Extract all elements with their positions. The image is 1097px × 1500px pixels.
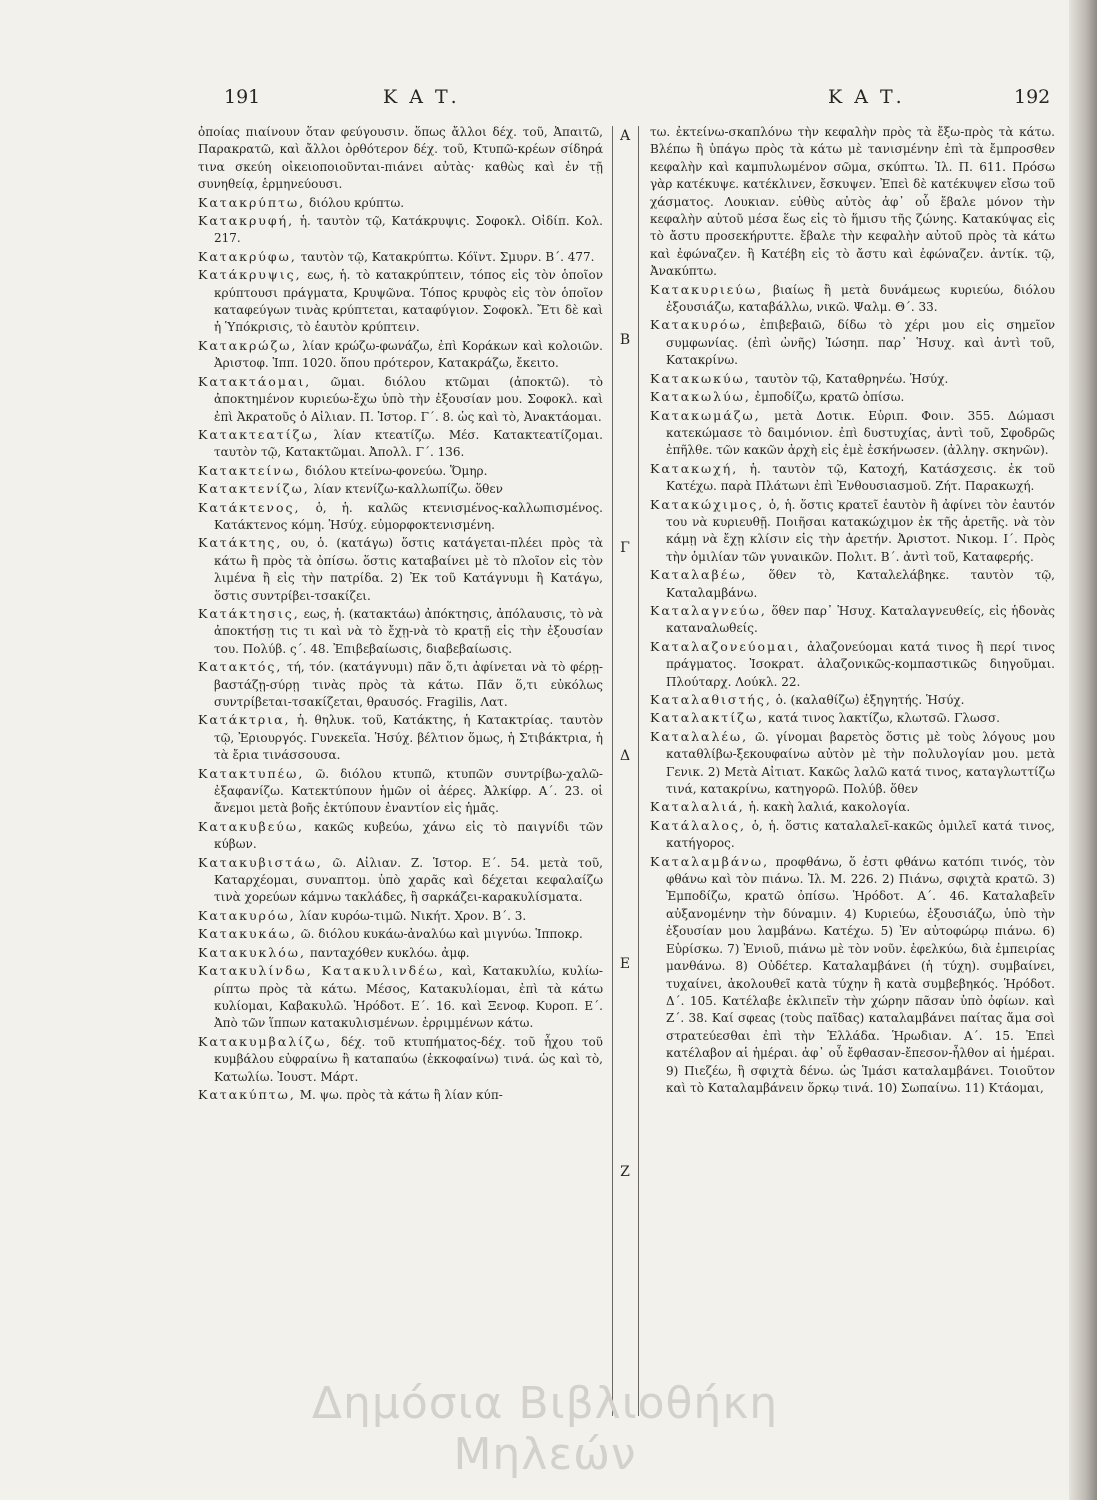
dictionary-entry [198, 605, 603, 658]
entry-headword: Κατακυρόω, [198, 907, 296, 923]
dictionary-entry [198, 462, 603, 480]
entry-definition: ὀποίας πιαίνουν ὅταν φεύγουσιν. ὅπως ἄλλοι δέχ. τοῦ, Ἀπαιτῶ, Παρακρατῶ, καὶ ἄλλοι ὀρθότερον δέχ. τοῦ, Κτυπῶ-κρέων σίδηρά τινα σκεύη οἰκειοποιοῦνται-πιάνει αὐτὰς· καθὼς καὶ ἐν τῇ συνηθείᾳ, ἑρμηνεύουσι. [198, 125, 603, 192]
entry-definition: ὁ, ἡ. ὅστις κρατεῖ ἑαυτὸν ἢ ἀφίνει τὸν ἑαυτόν του νὰ κυριευθῇ. Ποιῆσαι κατακώχιμον ἐκ τῆς ἀρετῆς. νὰ τὸν κάμῃ νὰ ἔχῃ κλίσιν εἰς τὴν ἀρετήν. Ἀριστοτ. Νικομ. Ι΄. Πρὸς τὴν ὁμιλίαν τῶν γυναικῶν. Πολιτ. Β΄. ἀντὶ τοῦ, Καταφερής. [666, 497, 1055, 564]
entry-definition: λίαν κτεατίζω. Μέσ. Κατακτεατίζομαι. ταυτὸν τῷ, Κατακτῶμαι. Ἀπολλ. Γ΄. 136. [214, 427, 603, 460]
entry-definition: τή, τόν. (κατάγνυμι) πᾶν ὅ,τι ἀφίνεται νὰ τὸ φέρῃ-βαστάζῃ-σύρῃ τινὰς πρὸς τὰ κάτω. Πᾶν ὅ,τι εὐκόλως συντρίβεται-τσακίζεται, θραυσός. Fragilis, Λατ. [214, 660, 603, 709]
entry-headword: Καταλακτίζω, [650, 710, 765, 726]
entry-definition: ὁ, ἡ. καλῶς κτενισμένος-καλλωπισμένος. Κατάκτενος κόμη. Ἡσύχ. εὐμορφοκτενισμένη. [214, 500, 603, 532]
left-running-head: Κ Α Τ. [383, 86, 460, 108]
dictionary-entry [650, 281, 1055, 317]
dictionary-entry [198, 818, 603, 854]
dictionary-entry [198, 711, 603, 764]
dictionary-entry [650, 566, 1055, 602]
right-column [650, 124, 1055, 1394]
entry-headword: Κατακωμάζω, [650, 407, 761, 423]
entry-headword: Κατάλαλος, [650, 817, 746, 833]
entry-headword: Κατακρώζω, [198, 337, 298, 353]
dictionary-entry [198, 854, 603, 907]
dictionary-entry [198, 765, 603, 818]
entry-definition: κατά τινος λακτίζω, κλωτσῶ. Γλωσσ. [767, 711, 1000, 726]
dictionary-entry [198, 1086, 603, 1104]
entry-headword: Καταλαμβάνω, [650, 853, 770, 869]
entry-headword: Κατακρυφή, [198, 213, 295, 229]
entry-definition: προφθάνω, ὅ ἐστι φθάνω κατόπι τινός, τὸν φθάνω καὶ τὸν πιάνω. Ἰλ. Μ. 226. 2) Πιάνω, σφιχτὰ κρατῶ. 3) Ἐμποδίζω, κρατῶ ὀπίσω. Ἡρόδοτ. Α΄. 46. Καταλαβεῖν αὐξανομένην τὴν δύναμιν. 4) Κυριεύω, ἐξουσιάζω, ὑπὸ τὴν ἐξουσίαν μου λαμβάνω. Κατέχω. 5) Ἐν αὐτοφώρῳ πιάνω. 6) Εὑρίσκω. 7) Ἐνιοῦ, πιάνω μὲ τὸν νοῦν. ἐφελκύω, διὰ ἐμπειρίας μανθάνω. 8) Οὐδέτερ. Καταλαμβάνει (ἡ τύχη). συμβαίνει, τυχαίνει, ἀκολουθεῖ κατὰ τύχην ἢ κατὰ συμβεβηκός. Ἡρόδοτ. Δ΄. 105. Κατέλαβε ἐκλιπεῖν τὴν χώρην πᾶσαν ὑπὸ ὀφίων. καὶ Ζ΄. 38. Καί σφεας (τοὺς παῖδας) καταλαμβάνει παίτας ἅμα σοὶ στρατεύεσθαι ἐπὶ τὴν Ἑλλάδα. Ἡρωδιαν. Α΄. 15. Ἐπεὶ κατέλαβον αἱ ἡμέραι. ἀφ᾽ οὗ ἔφθασαν-ἔπεσον-ἦλθον αἱ ἡμέραι. 9) Πιεζέω, ἢ σφιχτὰ δένω. ὡς Ἱμάσι καταλαμβάνει. Τοιοῦτον καὶ τὸ Καταλαμβάνειν ὅρκῳ τινά. 10) Σωπαίνω. 11) Κτάομαι, [666, 854, 1055, 1095]
entry-headword: Κατακωχή, [650, 460, 739, 476]
dictionary-entry [198, 266, 603, 337]
dictionary-entry [198, 337, 603, 373]
entry-definition: πανταχόθεν κυκλόω. ἀμφ. [309, 945, 470, 960]
dictionary-entry [650, 388, 1055, 406]
dictionary-entry [650, 638, 1055, 691]
dictionary-entry [650, 602, 1055, 638]
entry-headword: Κατακωκύω, [650, 370, 751, 386]
library-watermark: Δημόσια Βιβλιοθήκη Μηλεών [311, 1378, 779, 1480]
entry-headword: Κατάκτης, [198, 535, 283, 551]
entry-headword: Κατακτεατίζω, [198, 426, 320, 442]
entry-headword: Καταλαθιστής, [650, 692, 772, 707]
entry-headword: Κατακυβιστάω, [198, 854, 323, 870]
entry-definition: λίαν κρώζω-φωνάζω, ἐπὶ Κοράκων καὶ κολοιῶν. Ἀριστοφ. Ἱππ. 1020. ὅπου πρότερον, Κατακράζω, ἔκειτο. [214, 338, 603, 371]
entry-definition: ου, ὁ. (κατάγω) ὅστις κατάγεται-πλέει πρὸς τὰ κάτω ἢ πρὸς τὰ ὀπίσω. ὅστις καταβαίνει μὲ τὸ πλοῖον εἰς τὸν λιμένα ἢ εἰς τὴν πατρίδα. 2) Ἐκ τοῦ Κατάγνυμι ἢ Κατάγω, ὅστις συντρίβει-τσακίζει. [214, 536, 603, 603]
entry-definition: ἡ. κακὴ λαλιά, κακολογία. [748, 800, 911, 815]
dictionary-entry [650, 496, 1055, 567]
entry-definition: ἡ. θηλυκ. τοῦ, Κατάκτης, ἡ Κατακτρίας. ταυτὸν τῷ, Ἐριουργός. Γυνεκεῖα. Ἡσύχ. βέλτιον ὅμως, ἡ Στιβάκτρια, ἡ τὰ ἔρια τινάσσουσα. [214, 713, 603, 763]
entry-headword: Κατακτείνω, [198, 462, 302, 478]
book-binding-shadow [1069, 0, 1097, 1500]
entry-definition: ὅθεν παρ᾽ Ἡσυχ. Καταλαγνευθείς, εἰς ἡδονὰς καταναλωθείς. [666, 603, 1055, 636]
dictionary-entry [198, 194, 603, 212]
entry-definition: καὶ, Κατακυλίω, κυλίω-ρίπτω πρὸς τὰ κάτω. Μέσος, Κατακυλίομαι, ἐπὶ τὰ κάτω κυλίομαι, Καβακυλῶ. Ἡρόδοτ. Ε΄. 16. καὶ Ξενοφ. Κυροπ. Ε΄. Ἀπὸ τῶν ἵππων κατακυλισμένων. ἐρριμμένων κάτω. [214, 964, 603, 1031]
entry-definition: ταυτὸν τῷ, Καταθρηνέω. Ἡσύχ. [754, 371, 949, 386]
entry-headword: Κατακυλίνδω, Κατακυλινδέω, [198, 963, 445, 979]
entry-definition: διόλου κτείνω-φονεύω. Ὅμηρ. [304, 463, 488, 478]
right-page-number: 192 [1014, 86, 1051, 108]
entry-definition: εως, ἡ. τὸ κατακρύπτειν, τόπος εἰς τὸν ὁποῖον κρύπτουσι πράγματα, Κρυψῶνα. Τόπος κρυφὸς εἰς τὸν ὁποῖον καταφεύγων τινὰς κρύπτεται, καταφύγιον. Σοφοκλ. Ἔτι δὲ καὶ ἡ Ὑπόκρισις, τὸ ἑαυτὸν κρύπτειν. [214, 268, 603, 335]
dictionary-entry [650, 460, 1055, 496]
dictionary-entry [198, 426, 603, 462]
entry-definition: ῶ. διόλου κτυπῶ, κτυπῶν συντρίβω-χαλῶ-ἐξαφανίζω. Κατεκτύπουν ἡμῶν οἱ ἀέρες. Ἀλκίφρ. Α΄. 23. οἱ ἄνεμοι μετὰ βοῆς ἐκτύπουν ἐναντίον εἰς ἡμᾶς. [214, 766, 603, 816]
dictionary-entry [198, 907, 603, 925]
entry-definition: Μ. ψω. πρὸς τὰ κάτω ἢ λίαν κύπ- [299, 1087, 503, 1102]
entry-headword: Κατακρύφω, [198, 248, 297, 264]
margin-letter: Β [619, 332, 631, 348]
dictionary-entry [198, 124, 603, 194]
entry-definition: μετὰ Δοτικ. Εὐριπ. Φοιν. 355. Δώμασι κατεκώμασε τὸ δαιμόνιον. ἐπὶ δυστυχίας, ἀντὶ τοῦ, Σφοδρῶς ἐπῆλθε. τῶν κακῶν ἀρχὴ εἰς ἐμὲ ἐσκήνωσεν. (ἀλληγ. σκηνῶν). [666, 408, 1055, 458]
entry-headword: Κατάκτρια, [198, 712, 291, 728]
entry-headword: Κατακυκλόω, [198, 944, 306, 960]
entry-headword: Κατακρύπτω, [198, 194, 306, 210]
entry-definition: βιαίως ἢ μετὰ δυνάμεως κυριεύω, διόλου ἐξουσιάζω, καταβάλλω, νικῶ. Ψαλμ. Θ΄. 33. [666, 282, 1055, 315]
entry-headword: Κατακτάομαι, [198, 373, 312, 389]
dictionary-entry [650, 370, 1055, 388]
dictionary-entry [650, 316, 1055, 369]
entry-definition: εως, ἡ. (κατακτάω) ἀπόκτησις, ἀπόλαυσις, τὸ νὰ ἀποκτήσῃ τις τι καὶ νὰ τὸ ἔχῃ-νὰ τὸ κρατῇ εἰς τὴν ἐξουσίαν του. Πολύβ. ς΄. 48. Ἐπιβεβαίωσις, διαβεβαίωσις. [214, 606, 603, 656]
entry-headword: Καταλαλιά, [650, 799, 745, 815]
dictionary-entry [650, 853, 1055, 1098]
entry-definition: ταυτὸν τῷ, Κατακρύπτω. Κόϊντ. Σμυρν. Β΄. 477. [300, 249, 595, 264]
entry-definition: ἡ. ταυτὸν τῷ, Κατοχή, Κατάσχεσις. ἐκ τοῦ Κατέχω. παρὰ Πλάτωνι ἐπὶ Ἐνθουσιασμοῦ. Ζήτ. Παρακωχή. [666, 461, 1055, 494]
dictionary-entry [650, 691, 1055, 709]
dictionary-entry [198, 480, 603, 498]
entry-definition: δέχ. τοῦ κτυπήματος-δέχ. τοῦ ἦχου τοῦ κυμβάλου εὐφραίνω ἢ καταπαύω (ἐκκοφαίνω) τινά. ὡς καὶ τὸ, Κατωλίω. Ἰουστ. Μάρτ. [214, 1034, 603, 1084]
dictionary-entry [650, 124, 1055, 281]
entry-headword: Κατακυρόω, [650, 317, 748, 333]
entry-headword: Κατακτυπέω, [198, 765, 305, 781]
entry-headword: Κατακωλύω, [650, 389, 751, 405]
dictionary-entry [198, 499, 603, 535]
entry-headword: Καταλαλέω, [650, 728, 749, 744]
entry-headword: Κατακυμβαλίζω, [198, 1033, 333, 1049]
dictionary-entry [650, 709, 1055, 727]
dictionary-entry [198, 373, 603, 426]
dictionary-entry [198, 534, 603, 605]
entry-definition: διόλου κρύπτω. [309, 195, 405, 210]
dictionary-entry [198, 925, 603, 943]
left-page-number: 191 [224, 86, 261, 108]
entry-definition: κακῶς κυβεύω, χάνω εἰς τὸ παιγνίδι τῶν κύβων. [214, 819, 603, 852]
entry-headword: Κατάκτησις, [198, 605, 300, 621]
entry-headword: Κατακώχιμος, [650, 496, 765, 512]
entry-headword: Καταλαζονεύομαι, [650, 638, 801, 654]
entry-headword: Κατακυκάω, [198, 926, 297, 942]
entry-definition: ἐπιβεβαιῶ, δίδω τὸ χέρι μου εἰς σημεῖον συμφωνίας. (ἐπὶ ὠνῆς) Ἰώσηπ. παρ᾽ Ἡσυχ. καὶ ἀντὶ τοῦ, Κατακρίνω. [666, 318, 1055, 368]
entry-definition: τω. ἐκτείνω-σκαπλόνω τὴν κεφαλὴν πρὸς τὰ ἔξω-πρὸς τὰ κάτω. Βλέπω ἢ ὑπάγω πρὸς τὰ κάτω μὲ τανισμένην ἐπὶ τὰ ἔμπροσθεν κεφαλὴν καὶ καμπυλωμένον σῶμα, σκύπτω. Ἰλ. Π. 611. Πρόσω γὰρ κατέκυψε. κατέκλινεν, ἔσκυψεν. Ἐπεὶ δὲ κατέκυψεν εἴσω τοῦ χάσματος. Λουκιαν. εὐθὺς αὐτὸς ἀφ᾽ οὗ ἔβαλε μόνον τὴν κεφαλὴν αὐτοῦ μέσα ἕως εἰς τὸ ἥμισυ τῆς ζώνης. Κατακύψας εἰς τὸ ἄστυ προσεκήρυττε. ἔβαλε τὴν κεφαλὴν αὐτοῦ πρὸς τὰ κάτω καὶ ἐφώναζεν. ἢ Κατέβη εἰς τὸ ἄστυ καὶ ἐφώναζεν. ἀντίκ. τῷ, Ἀνακύπτω. [650, 125, 1055, 279]
dictionary-entry [198, 658, 603, 711]
entry-definition: ῶ. γίνομαι βαρετὸς ὅστις μὲ τοὺς λόγους μου καταθλίβω-ξεκουφαίνω αὐτὸν μὲ τὴν πολυλογίαν μου. μετὰ Γενικ. 2) Μετὰ Αἰτιατ. Κακῶς λαλῶ κατά τινος, καταγλωττίζω τινά, κατακρίνω, κατηγορῶ. Πολύβ. ὅθεν [666, 729, 1055, 797]
entry-headword: Καταλαγνεύω, [650, 602, 767, 618]
column-rule-right [638, 126, 639, 1416]
dictionary-entry [198, 944, 603, 962]
dictionary-entry [198, 962, 603, 1033]
dictionary-entry [198, 1033, 603, 1086]
entry-definition: λίαν κτενίζω-καλλωπίζω. ὅθεν [313, 482, 503, 497]
entry-definition: ὁ, ἡ. ὅστις καταλαλεῖ-κακῶς ὁμιλεῖ κατά τινος, κατήγορος. [666, 818, 1055, 851]
entry-definition: ὅθεν τὸ, Καταλελάβηκε. ταυτὸν τῷ, Καταλαμβάνω. [666, 568, 1055, 600]
entry-headword: Κατακτός, [198, 659, 283, 675]
entry-definition: ὁ. (καλαθίζω) ἐξηγητής. Ἡσύχ. [775, 693, 965, 707]
dictionary-entry [650, 817, 1055, 853]
entry-definition: ἡ. ταυτὸν τῷ, Κατάκρυψις. Σοφοκλ. Οἰδίπ. Κολ. 217. [214, 214, 603, 246]
entry-headword: Κατακτενίζω, [198, 481, 310, 497]
right-running-head: Κ Α Τ. [828, 86, 905, 108]
margin-letter: Α [619, 128, 631, 144]
margin-letter: Ε [619, 956, 631, 972]
entry-definition: ῶμαι. διόλου κτῶμαι (ἀποκτῶ). τὸ ἀποκτημένον κυριεύω-ἔχω ὑπὸ τὴν ἐξουσίαν μου. Σοφοκλ. καὶ ἐπὶ Ἀκρατοῦς ὁ Αἰλιαν. Π. Ἱστορ. Γ΄. 8. ὡς καὶ τὸ, Ἀνακτάομαι. [214, 374, 603, 424]
margin-letter: Γ [620, 540, 630, 556]
margin-letter: Δ [619, 748, 631, 764]
column-rule-left [612, 126, 613, 1416]
entry-headword: Κατακυβεύω, [198, 818, 305, 834]
dictionary-entry [650, 798, 1055, 816]
entry-headword: Καταλαβέω, [650, 567, 748, 583]
dictionary-entry [198, 248, 603, 266]
entry-definition: ἐμποδίζω, κρατῶ ὀπίσω. [754, 390, 905, 405]
left-column [198, 124, 603, 1394]
entry-headword: Κατακύπτω, [198, 1086, 296, 1102]
entry-headword: Κατακυριεύω, [650, 281, 764, 297]
entry-definition: ἀλαζονεύομαι κατά τινος ἢ περί τινος πράγματος. Ἰσοκρατ. ἀλαζονικῶς-κομπαστικῶς διηγοῦμαι. Πλούταρχ. Λούκλ. 22. [666, 639, 1055, 689]
dictionary-entry [650, 728, 1055, 799]
dictionary-entry [650, 407, 1055, 460]
entry-definition: λίαν κυρόω-τιμῶ. Νικήτ. Χρον. Β΄. 3. [299, 908, 527, 923]
entry-headword: Κατάκτενος, [198, 499, 301, 515]
entry-definition: ῶ. διόλου κυκάω-ἀναλύω καὶ μιγνύω. Ἱπποκρ. [300, 927, 583, 942]
entry-headword: Κατάκρυψις, [198, 267, 302, 283]
margin-letter: Ζ [620, 1164, 630, 1180]
entry-definition: ῶ. Αἰλιαν. Ζ. Ἱστορ. Ε΄. 54. μετὰ τοῦ, Καταρχέομαι, συναπτομ. ὑπὸ χαρᾶς καὶ δέχεται κεφαλαίζω τινὰ χορεύων κάμνω τακλάδες, ἢ σαρκάζει-καρακυλίσματα. [214, 855, 603, 905]
dictionary-entry [198, 212, 603, 248]
